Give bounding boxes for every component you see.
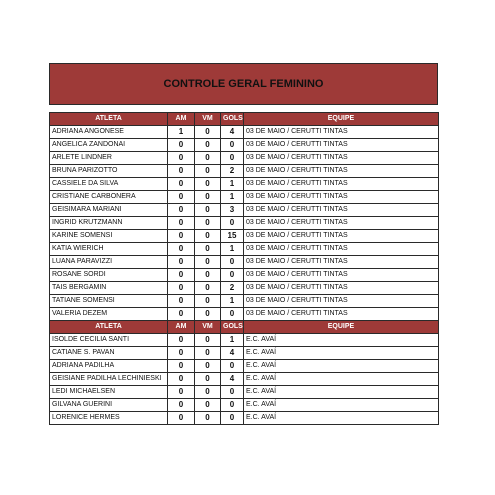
athlete-name: GEISIANE PADILHA LECHINIESKI bbox=[50, 373, 168, 386]
team-name: 03 DE MAIO / CERUTTI TINTAS bbox=[244, 178, 439, 191]
am-value: 0 bbox=[168, 347, 195, 360]
am-value: 0 bbox=[168, 191, 195, 204]
table-row bbox=[50, 295, 439, 308]
goals-value: 0 bbox=[221, 139, 244, 152]
sheet-title bbox=[49, 63, 438, 105]
am-value: 0 bbox=[168, 243, 195, 256]
table-row bbox=[50, 360, 439, 373]
goals-value: 0 bbox=[221, 399, 244, 412]
am-value: 0 bbox=[168, 256, 195, 269]
table-row bbox=[50, 347, 439, 360]
header-athlete: ATLETA bbox=[50, 113, 168, 126]
vm-value: 0 bbox=[195, 139, 221, 152]
goals-value: 0 bbox=[221, 360, 244, 373]
spacer bbox=[49, 105, 438, 112]
table-row bbox=[50, 191, 439, 204]
am-value: 0 bbox=[168, 386, 195, 399]
athlete-name: TATIANE SOMENSI bbox=[50, 295, 168, 308]
table-row bbox=[50, 217, 439, 230]
am-value: 0 bbox=[168, 217, 195, 230]
table-row bbox=[50, 230, 439, 243]
vm-value: 0 bbox=[195, 295, 221, 308]
goals-value: 0 bbox=[221, 256, 244, 269]
am-value: 0 bbox=[168, 230, 195, 243]
header-vm: VM bbox=[195, 321, 221, 334]
goals-value: 4 bbox=[221, 373, 244, 386]
am-value: 0 bbox=[168, 152, 195, 165]
header-goals: GOLS bbox=[221, 321, 244, 334]
goals-value: 1 bbox=[221, 295, 244, 308]
team-name: 03 DE MAIO / CERUTTI TINTAS bbox=[244, 204, 439, 217]
team-name: E.C. AVAÍ bbox=[244, 347, 439, 360]
team-name: 03 DE MAIO / CERUTTI TINTAS bbox=[244, 282, 439, 295]
table-row bbox=[50, 399, 439, 412]
goals-value: 15 bbox=[221, 230, 244, 243]
table-header-row bbox=[50, 113, 439, 126]
vm-value: 0 bbox=[195, 256, 221, 269]
athletes-table-body bbox=[50, 113, 439, 425]
am-value: 0 bbox=[168, 165, 195, 178]
team-name: 03 DE MAIO / CERUTTI TINTAS bbox=[244, 269, 439, 282]
am-value: 0 bbox=[168, 412, 195, 425]
vm-value: 0 bbox=[195, 386, 221, 399]
team-name: 03 DE MAIO / CERUTTI TINTAS bbox=[244, 308, 439, 321]
am-value: 1 bbox=[168, 126, 195, 139]
athlete-name: GILVANA GUERINI bbox=[50, 399, 168, 412]
am-value: 0 bbox=[168, 334, 195, 347]
table-row bbox=[50, 269, 439, 282]
vm-value: 0 bbox=[195, 204, 221, 217]
athlete-name: CRISTIANE CARBONERA bbox=[50, 191, 168, 204]
team-name: E.C. AVAÍ bbox=[244, 360, 439, 373]
goals-value: 4 bbox=[221, 126, 244, 139]
team-name: E.C. AVAÍ bbox=[244, 386, 439, 399]
vm-value: 0 bbox=[195, 399, 221, 412]
team-name: 03 DE MAIO / CERUTTI TINTAS bbox=[244, 126, 439, 139]
athlete-name: KATIA WIERICH bbox=[50, 243, 168, 256]
goals-value: 1 bbox=[221, 334, 244, 347]
athlete-name: ISOLDE CECILIA SANTI bbox=[50, 334, 168, 347]
table-row bbox=[50, 282, 439, 295]
athlete-name: ADRIANA PADILHA bbox=[50, 360, 168, 373]
goals-value: 2 bbox=[221, 165, 244, 178]
vm-value: 0 bbox=[195, 412, 221, 425]
athlete-name: INGRID KRUTZMANN bbox=[50, 217, 168, 230]
athlete-name: LORENICE HERMES bbox=[50, 412, 168, 425]
table-row bbox=[50, 308, 439, 321]
athlete-name: ADRIANA ANGONESE bbox=[50, 126, 168, 139]
vm-value: 0 bbox=[195, 308, 221, 321]
am-value: 0 bbox=[168, 399, 195, 412]
team-name: 03 DE MAIO / CERUTTI TINTAS bbox=[244, 139, 439, 152]
header-vm: VM bbox=[195, 113, 221, 126]
header-team: EQUIPE bbox=[244, 321, 439, 334]
athlete-name: KARINE SOMENSI bbox=[50, 230, 168, 243]
team-name: 03 DE MAIO / CERUTTI TINTAS bbox=[244, 217, 439, 230]
athlete-name: GEISIMARA MARIANI bbox=[50, 204, 168, 217]
am-value: 0 bbox=[168, 178, 195, 191]
athlete-name: CATIANE S. PAVAN bbox=[50, 347, 168, 360]
am-value: 0 bbox=[168, 295, 195, 308]
table-header-row bbox=[50, 321, 439, 334]
athlete-name: ANGELICA ZANDONAI bbox=[50, 139, 168, 152]
table-row bbox=[50, 256, 439, 269]
table-row bbox=[50, 165, 439, 178]
goals-value: 4 bbox=[221, 347, 244, 360]
table-row bbox=[50, 243, 439, 256]
athlete-name: LUANA PARAVIZZI bbox=[50, 256, 168, 269]
team-name: E.C. AVAÍ bbox=[244, 334, 439, 347]
vm-value: 0 bbox=[195, 243, 221, 256]
goals-value: 0 bbox=[221, 308, 244, 321]
goals-value: 3 bbox=[221, 204, 244, 217]
team-name: 03 DE MAIO / CERUTTI TINTAS bbox=[244, 230, 439, 243]
table-row bbox=[50, 152, 439, 165]
am-value: 0 bbox=[168, 139, 195, 152]
vm-value: 0 bbox=[195, 152, 221, 165]
header-team: EQUIPE bbox=[244, 113, 439, 126]
vm-value: 0 bbox=[195, 178, 221, 191]
am-value: 0 bbox=[168, 269, 195, 282]
header-athlete: ATLETA bbox=[50, 321, 168, 334]
vm-value: 0 bbox=[195, 126, 221, 139]
goals-value: 1 bbox=[221, 191, 244, 204]
team-name: 03 DE MAIO / CERUTTI TINTAS bbox=[244, 295, 439, 308]
table-row bbox=[50, 178, 439, 191]
sheet-title-text: CONTROLE GERAL FEMININO bbox=[163, 78, 324, 90]
am-value: 0 bbox=[168, 360, 195, 373]
vm-value: 0 bbox=[195, 282, 221, 295]
am-value: 0 bbox=[168, 373, 195, 386]
vm-value: 0 bbox=[195, 230, 221, 243]
am-value: 0 bbox=[168, 204, 195, 217]
table-row bbox=[50, 126, 439, 139]
goals-value: 0 bbox=[221, 412, 244, 425]
am-value: 0 bbox=[168, 282, 195, 295]
goals-value: 2 bbox=[221, 282, 244, 295]
goals-value: 1 bbox=[221, 243, 244, 256]
goals-value: 0 bbox=[221, 269, 244, 282]
team-name: 03 DE MAIO / CERUTTI TINTAS bbox=[244, 165, 439, 178]
goals-value: 0 bbox=[221, 217, 244, 230]
vm-value: 0 bbox=[195, 217, 221, 230]
team-name: 03 DE MAIO / CERUTTI TINTAS bbox=[244, 243, 439, 256]
table-row bbox=[50, 334, 439, 347]
header-am: AM bbox=[168, 113, 195, 126]
athlete-name: BRUNA PARIZOTTO bbox=[50, 165, 168, 178]
spreadsheet bbox=[49, 63, 438, 425]
goals-value: 0 bbox=[221, 152, 244, 165]
athlete-name: ROSANE SORDI bbox=[50, 269, 168, 282]
vm-value: 0 bbox=[195, 334, 221, 347]
table-row bbox=[50, 373, 439, 386]
table-row bbox=[50, 386, 439, 399]
team-name: E.C. AVAÍ bbox=[244, 412, 439, 425]
athletes-table bbox=[49, 112, 439, 425]
athlete-name: ARLETE LINDNER bbox=[50, 152, 168, 165]
team-name: E.C. AVAÍ bbox=[244, 373, 439, 386]
header-goals: GOLS bbox=[221, 113, 244, 126]
table-row bbox=[50, 204, 439, 217]
athlete-name: LEDI MICHAELSEN bbox=[50, 386, 168, 399]
vm-value: 0 bbox=[195, 191, 221, 204]
goals-value: 1 bbox=[221, 178, 244, 191]
vm-value: 0 bbox=[195, 165, 221, 178]
header-am: AM bbox=[168, 321, 195, 334]
team-name: 03 DE MAIO / CERUTTI TINTAS bbox=[244, 256, 439, 269]
table-row bbox=[50, 139, 439, 152]
team-name: E.C. AVAÍ bbox=[244, 399, 439, 412]
team-name: 03 DE MAIO / CERUTTI TINTAS bbox=[244, 152, 439, 165]
team-name: 03 DE MAIO / CERUTTI TINTAS bbox=[244, 191, 439, 204]
vm-value: 0 bbox=[195, 269, 221, 282]
athlete-name: VALERIA DEZEM bbox=[50, 308, 168, 321]
vm-value: 0 bbox=[195, 347, 221, 360]
am-value: 0 bbox=[168, 308, 195, 321]
vm-value: 0 bbox=[195, 373, 221, 386]
athlete-name: TAIS BERGAMIN bbox=[50, 282, 168, 295]
table-row bbox=[50, 412, 439, 425]
goals-value: 0 bbox=[221, 386, 244, 399]
athlete-name: CASSIELE DA SILVA bbox=[50, 178, 168, 191]
vm-value: 0 bbox=[195, 360, 221, 373]
